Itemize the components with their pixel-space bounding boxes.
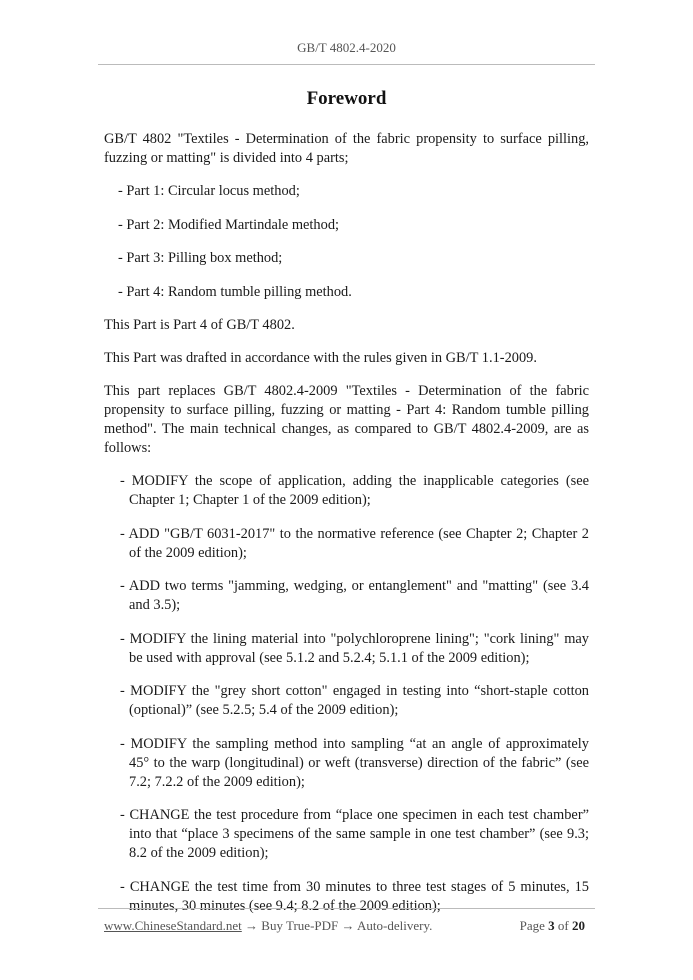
- part-list-item: - Part 4: Random tumble pilling method.: [118, 283, 352, 300]
- current-page: 3: [548, 918, 555, 933]
- change-list-item: - MODIFY the lining material into "polychloroprene lining"; "cork lining" may be used with approval (see 5.1.2 and 5.2.4; 5.1.1 of the 2009 edition);: [120, 630, 589, 666]
- page-label: Page: [519, 918, 545, 933]
- change-list-item: - ADD two terms "jamming, wedging, or entanglement" and "matting" (see 3.4 and 3.5);: [120, 578, 589, 613]
- total-pages: 20: [572, 918, 585, 933]
- change-list-item: - MODIFY the sampling method into sampling “at an angle of approximately 45° to the warp (longitudinal) or weft (transverse) direction of the fabric” (see 7.2; 7.2.2 of the 2009 edition);: [120, 735, 589, 790]
- footer-promo: [104, 918, 432, 934]
- change-list-item: - CHANGE the test time from 30 minutes to three test stages of 5 minutes, 15 minutes, 30 minutes (see 9.4; 8.2 of the 2009 edition);: [120, 878, 589, 914]
- part-list-item: - Part 1: Circular locus method;: [118, 183, 300, 199]
- promo-text: → Buy True-PDF → Auto-delivery.: [241, 918, 433, 933]
- intro-paragraph: GB/T 4802 "Textiles - Determination of the fabric propensity to surface pilling, fuzzing or matting" is divided into 4 parts;: [104, 131, 589, 166]
- replaces-paragraph: This part replaces GB/T 4802.4-2009 "Textiles - Determination of the fabric propensity to surface pilling, fuzzing or matting - Part 4: Random tumble pilling method". The main technical changes, as compared to GB/T 4802.4-2009, are as follows:: [104, 383, 589, 456]
- site-link[interactable]: www.ChineseStandard.net: [104, 918, 242, 933]
- change-list-item: - CHANGE the test procedure from “place one specimen in each test chamber” into that “place 3 specimens of the same sample in one test chamber” (see 9.3; 8.2 of the 2009 edition);: [120, 807, 589, 861]
- footer-divider: [98, 908, 595, 909]
- change-list-item: - MODIFY the scope of application, adding the inapplicable categories (see Chapter 1; Chapter 1 of the 2009 edition);: [120, 473, 589, 508]
- page-header: GB/T 4802.4-2020: [297, 40, 396, 55]
- page-title: Foreword: [306, 88, 387, 109]
- drafted-paragraph: This Part was drafted in accordance with the rules given in GB/T 1.1-2009.: [104, 350, 537, 366]
- document-body: [104, 130, 589, 930]
- change-list-item: - MODIFY the "grey short cotton" engaged in testing into “short-staple cotton (optional)” (see 5.2.5; 5.4 of the 2009 edition);: [120, 683, 589, 718]
- page-number: [520, 918, 585, 934]
- of-label: of: [557, 918, 569, 933]
- part-of-paragraph: This Part is Part 4 of GB/T 4802.: [104, 317, 295, 333]
- part-list-item: - Part 2: Modified Martindale method;: [118, 216, 340, 233]
- header-divider: [98, 64, 595, 65]
- change-list-item: - ADD "GB/T 6031-2017" to the normative reference (see Chapter 2; Chapter 2 of the 2009 edition);: [120, 525, 589, 561]
- part-list-item: - Part 3: Pilling box method;: [118, 250, 283, 266]
